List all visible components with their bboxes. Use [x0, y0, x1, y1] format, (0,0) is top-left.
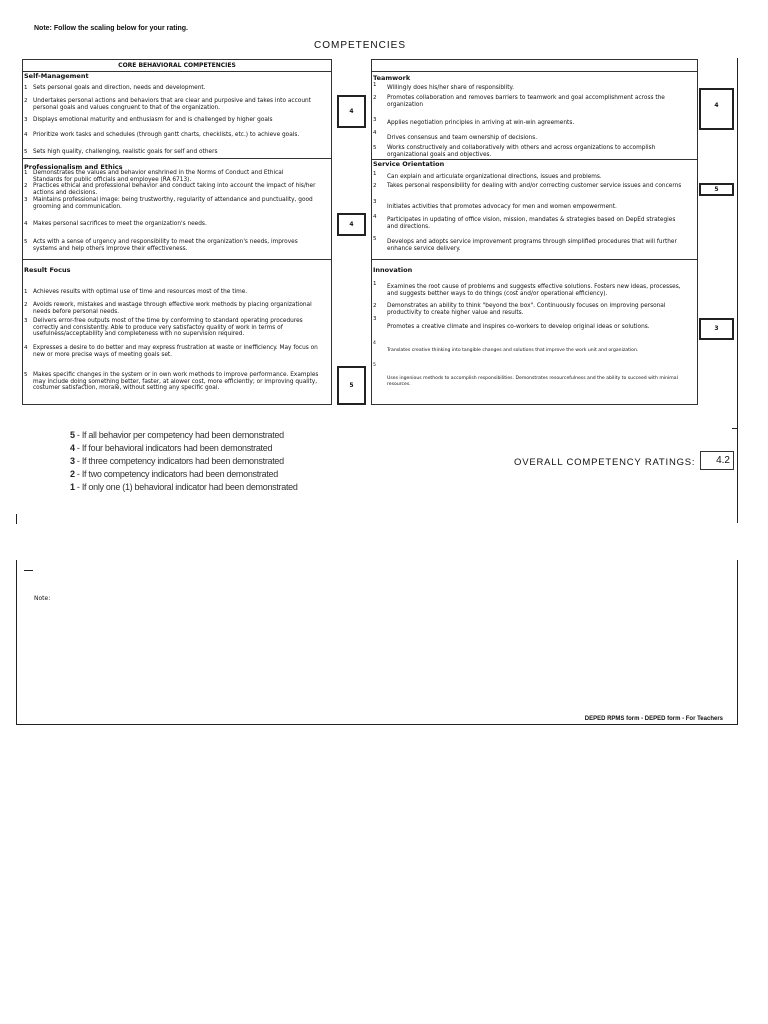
list-item: 4 Prioritize work tasks and schedules (through gantt charts, checklists, etc.) to achieve goals. [24, 132, 300, 138]
frame-bottom [16, 724, 738, 725]
list-item: 3 Delivers error-free outputs most of the time by conforming to standard operating procedures correctly and consistently. Able to produce very satisfactoy quality of work in terms of usefulness/acceptability and completeness with no supervision required. [24, 318, 303, 338]
list-item: 4 Expresses a desire to do better and may express frustration at waste or inefficiency. May focus on new or more precise ways of meeting goals set. [24, 345, 318, 358]
form-footer: DEPED RPMS form - DEPED form - For Teachers [584, 716, 723, 722]
scale-item: 1 - If only one (1) behavioral indicator had been demonstrated [70, 482, 298, 492]
scale-item: 4 - If four behavioral indicators had been demonstrated [70, 443, 273, 453]
section-self-management: Self-Management [24, 72, 89, 80]
section-teamwork: Teamwork [373, 74, 411, 82]
scale-item: 3 - If three competency indicators had been demonstrated [70, 456, 284, 466]
rating-box-innovation[interactable]: 3 [699, 318, 734, 340]
list-item: 5 Acts with a sense of urgency and responsibility to meet the organization's needs, improves systems and help others improve their effectiveness. [24, 239, 298, 252]
list-item: 4 Drives consensus and team ownership of decisions. [373, 130, 538, 141]
scale-item: 5 - If all behavior per competency had been demonstrated [70, 430, 284, 440]
list-item: 1 Demonstrates the values and behavior enshrined in the Norms of Conduct and Ethical Standards for public officials and employee (RA 6713). [24, 170, 284, 183]
list-item: 5 Develops and adopts service improvement programs through simplified procedures that will further enhance service delivery. [373, 236, 677, 252]
section-innovation: Innovation [373, 266, 413, 274]
list-item: 3 Maintains professional image: being trustworthy, regularity of attendance and punctuality, good grooming and communication. [24, 197, 313, 210]
core-header: CORE BEHAVIORAL COMPETENCIES [23, 60, 331, 72]
overall-rating-label: OVERALL COMPETENCY RATINGS: [514, 457, 696, 468]
note-label: Note: [34, 595, 51, 602]
list-item: 2 Takes personal responsibility for dealing with and/or correcting customer service issues and concerns [373, 183, 682, 189]
list-item: 1 Examines the root cause of problems and suggests effective solutions. Fosters new ideas, processes, and suggests betther ways to do things (cost and/or operational efficiency). [373, 281, 681, 297]
frame-left-lower [16, 560, 17, 725]
list-item: 2 Demonstrates an ability to think "beyond the box". Continuously focuses on improving personal productivity to create higher value and results. [373, 303, 666, 316]
list-item: 5 Works constructively and collaboratively with others and across organizations to accomplish organizational goals and objectives. [373, 145, 656, 158]
section-result-focus: Result Focus [24, 266, 71, 274]
divider [22, 259, 332, 260]
rating-box-service-orientation[interactable]: 5 [699, 183, 734, 196]
frame-tick [732, 428, 738, 429]
list-item: 1 Achieves results with optimal use of time and resources most of the time. [24, 289, 248, 295]
list-item: 1 Can explain and articulate organizational directions, issues and problems. [373, 171, 602, 180]
rating-box-self-management[interactable]: 4 [337, 95, 366, 128]
section-service-orientation: Service Orientation [373, 160, 445, 168]
scale-item: 2 - If two competency indicators had been demonstrated [70, 469, 278, 479]
list-item: 2 Avoids rework, mistakes and wastage through effective work methods by placing organizational needs before personal needs. [24, 302, 312, 315]
list-item: 3 Applies negotiation principles in arriving at win-win agreements. [373, 117, 575, 126]
list-item: 2 Promotes collaboration and removes barriers to teamwork and goal accomplishment across the organization [373, 95, 665, 108]
list-item: 3 Promotes a creative climate and inspires co-workers to develop original ideas or solutions. [373, 316, 650, 330]
divider [371, 71, 698, 72]
page-title: COMPETENCIES [313, 40, 406, 51]
section-professionalism: Professionalism and Ethics [24, 163, 123, 171]
list-item: 4 Translates creative thinking into tangible changes and solutions that improve the work unit and organization. [373, 341, 639, 353]
divider [22, 158, 332, 159]
rating-box-teamwork[interactable]: 4 [699, 88, 734, 130]
list-item: 5 Uses ingenious methods to accomplish responsibilities. Demonstrates resourcefulness and the ability to succeed with minimal resources. [373, 363, 678, 387]
frame-right-lower [737, 560, 738, 725]
list-item: 5 Makes specific changes in the system or in own work methods to improve performance. Examples may include doing something better, faster, at alower cost, more efficiently; or improving quality, costumer satisfaction, morale, without setting any specific goal. [24, 372, 319, 392]
list-item: 3 Displays emotional maturity and enthusiasm for and is challenged by higher goals [24, 117, 273, 123]
divider [371, 259, 698, 260]
list-item: 2 Undertakes personal actions and behaviors that are clear and purposive and takes into account personal goals and values congruent to that of the organization. [24, 98, 311, 111]
rating-box-result-focus[interactable]: 5 [337, 366, 366, 405]
list-item: 4 Makes personal sacrifices to meet the organization's needs. [24, 221, 207, 227]
list-item: 2 Practices ethical and professional behavior and conduct taking into account the impact of his/her actions and decisions. [24, 183, 316, 196]
list-item: 1 Willingly does his/her share of responsiblity. [373, 82, 514, 91]
overall-rating-value[interactable]: 4.2 [700, 451, 734, 470]
frame-left-tick [16, 514, 17, 524]
frame-dash [24, 570, 33, 571]
list-item: 3 Initiates activities that promotes advocacy for men and women empowerment. [373, 199, 617, 210]
rating-box-professionalism[interactable]: 4 [337, 213, 366, 236]
frame-right-upper [737, 58, 738, 523]
list-item: 4 Participates in updating of office vision, mission, mandates & strategies based on DepEd strategies and directions. [373, 214, 676, 230]
list-item: 1 Sets personal goals and direction, needs and development. [24, 85, 206, 91]
scaling-note: Note: Follow the scaling below for your rating. [34, 25, 189, 32]
list-item: 5 Sets high quality, challenging, realistic goals for self and others [24, 149, 218, 155]
